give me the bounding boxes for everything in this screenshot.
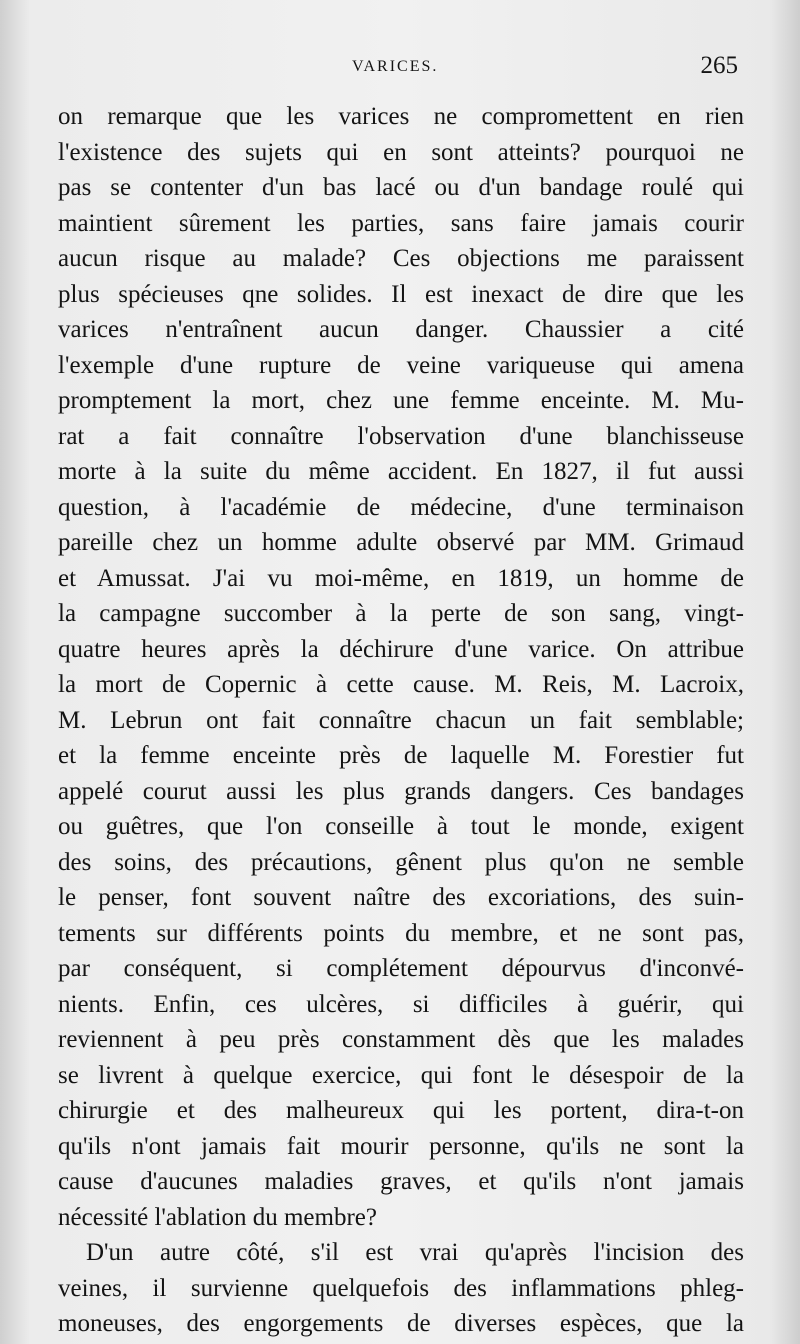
- text-line: on remarque que les varices ne compromettent en rien: [58, 103, 744, 130]
- body-text: [58, 99, 744, 1342]
- text-line: le penser, font souvent naître des excoriations, des suin-: [58, 884, 744, 911]
- paragraph-start-line: D'un autre côté, s'il est vrai qu'après l'incision des: [86, 1239, 744, 1266]
- text-line: reviennent à peu près constamment dès que les malades: [58, 1026, 744, 1053]
- text-line: aucun risque au malade? Ces objections me paraissent: [58, 245, 744, 272]
- text-line: veines, il survienne quelquefois des inflammations phleg-: [58, 1274, 744, 1302]
- text-line: quatre heures après la déchirure d'une varice. On attribue: [58, 635, 744, 663]
- text-line: des soins, des précautions, gênent plus qu'on ne semble: [58, 848, 744, 876]
- text-line: l'exemple d'une rupture de veine variqueuse qui amena: [58, 351, 744, 379]
- paragraph-end-line: nécessité l'ablation du membre?: [58, 1203, 377, 1231]
- text-line: rat a fait connaître l'observation d'une blanchisseuse: [58, 422, 744, 450]
- text-line: se livrent à quelque exercice, qui font le désespoir de la: [58, 1061, 744, 1089]
- text-line: qu'ils n'ont jamais fait mourir personne, qu'ils ne sont la: [58, 1132, 744, 1160]
- page-number: 265: [700, 52, 738, 79]
- running-head: [0, 52, 800, 84]
- text-line: moneuses, des engorgements de diverses espèces, que la: [58, 1310, 744, 1337]
- text-line: nients. Enfin, ces ulcères, si difficiles à guérir, qui: [58, 990, 744, 1018]
- text-line: l'existence des sujets qui en sont atteints? pourquoi ne: [58, 138, 744, 166]
- text-line: pareille chez un homme adulte observé par MM. Grimaud: [58, 529, 744, 556]
- text-line: par conséquent, si complétement dépourvus d'inconvé-: [58, 955, 744, 982]
- text-line: cause d'aucunes maladies graves, et qu'ils n'ont jamais: [58, 1168, 744, 1195]
- text-line: chirurgie et des malheureux qui les portent, dira-t-on: [58, 1097, 744, 1124]
- text-line: plus spécieuses qne solides. Il est inexact de dire que les: [58, 280, 744, 308]
- text-line: maintient sûrement les parties, sans faire jamais courir: [58, 209, 744, 237]
- running-title: VARICES.: [352, 58, 439, 75]
- text-line: tements sur différents points du membre, et ne sont pas,: [58, 919, 744, 947]
- text-line: morte à la suite du même accident. En 1827, il fut aussi: [58, 458, 744, 485]
- text-line: varices n'entraînent aucun danger. Chaussier a cité: [58, 316, 744, 343]
- text-line: la campagne succomber à la perte de son sang, vingt-: [58, 600, 744, 627]
- text-line: question, à l'académie de médecine, d'une terminaison: [58, 493, 744, 521]
- text-line: M. Lebrun ont fait connaître chacun un fait semblable;: [58, 706, 744, 734]
- text-line: et la femme enceinte près de laquelle M. Forestier fut: [58, 742, 744, 769]
- text-line: pas se contenter d'un bas lacé ou d'un bandage roulé qui: [58, 174, 744, 201]
- text-line: ou guêtres, que l'on conseille à tout le monde, exigent: [58, 813, 744, 840]
- text-line: et Amussat. J'ai vu moi-même, en 1819, un homme de: [58, 564, 744, 592]
- text-line: la mort de Copernic à cette cause. M. Reis, M. Lacroix,: [58, 671, 744, 698]
- text-line: promptement la mort, chez une femme enceinte. M. Mu-: [58, 387, 744, 414]
- text-line: appelé courut aussi les plus grands dangers. Ces bandages: [58, 777, 744, 805]
